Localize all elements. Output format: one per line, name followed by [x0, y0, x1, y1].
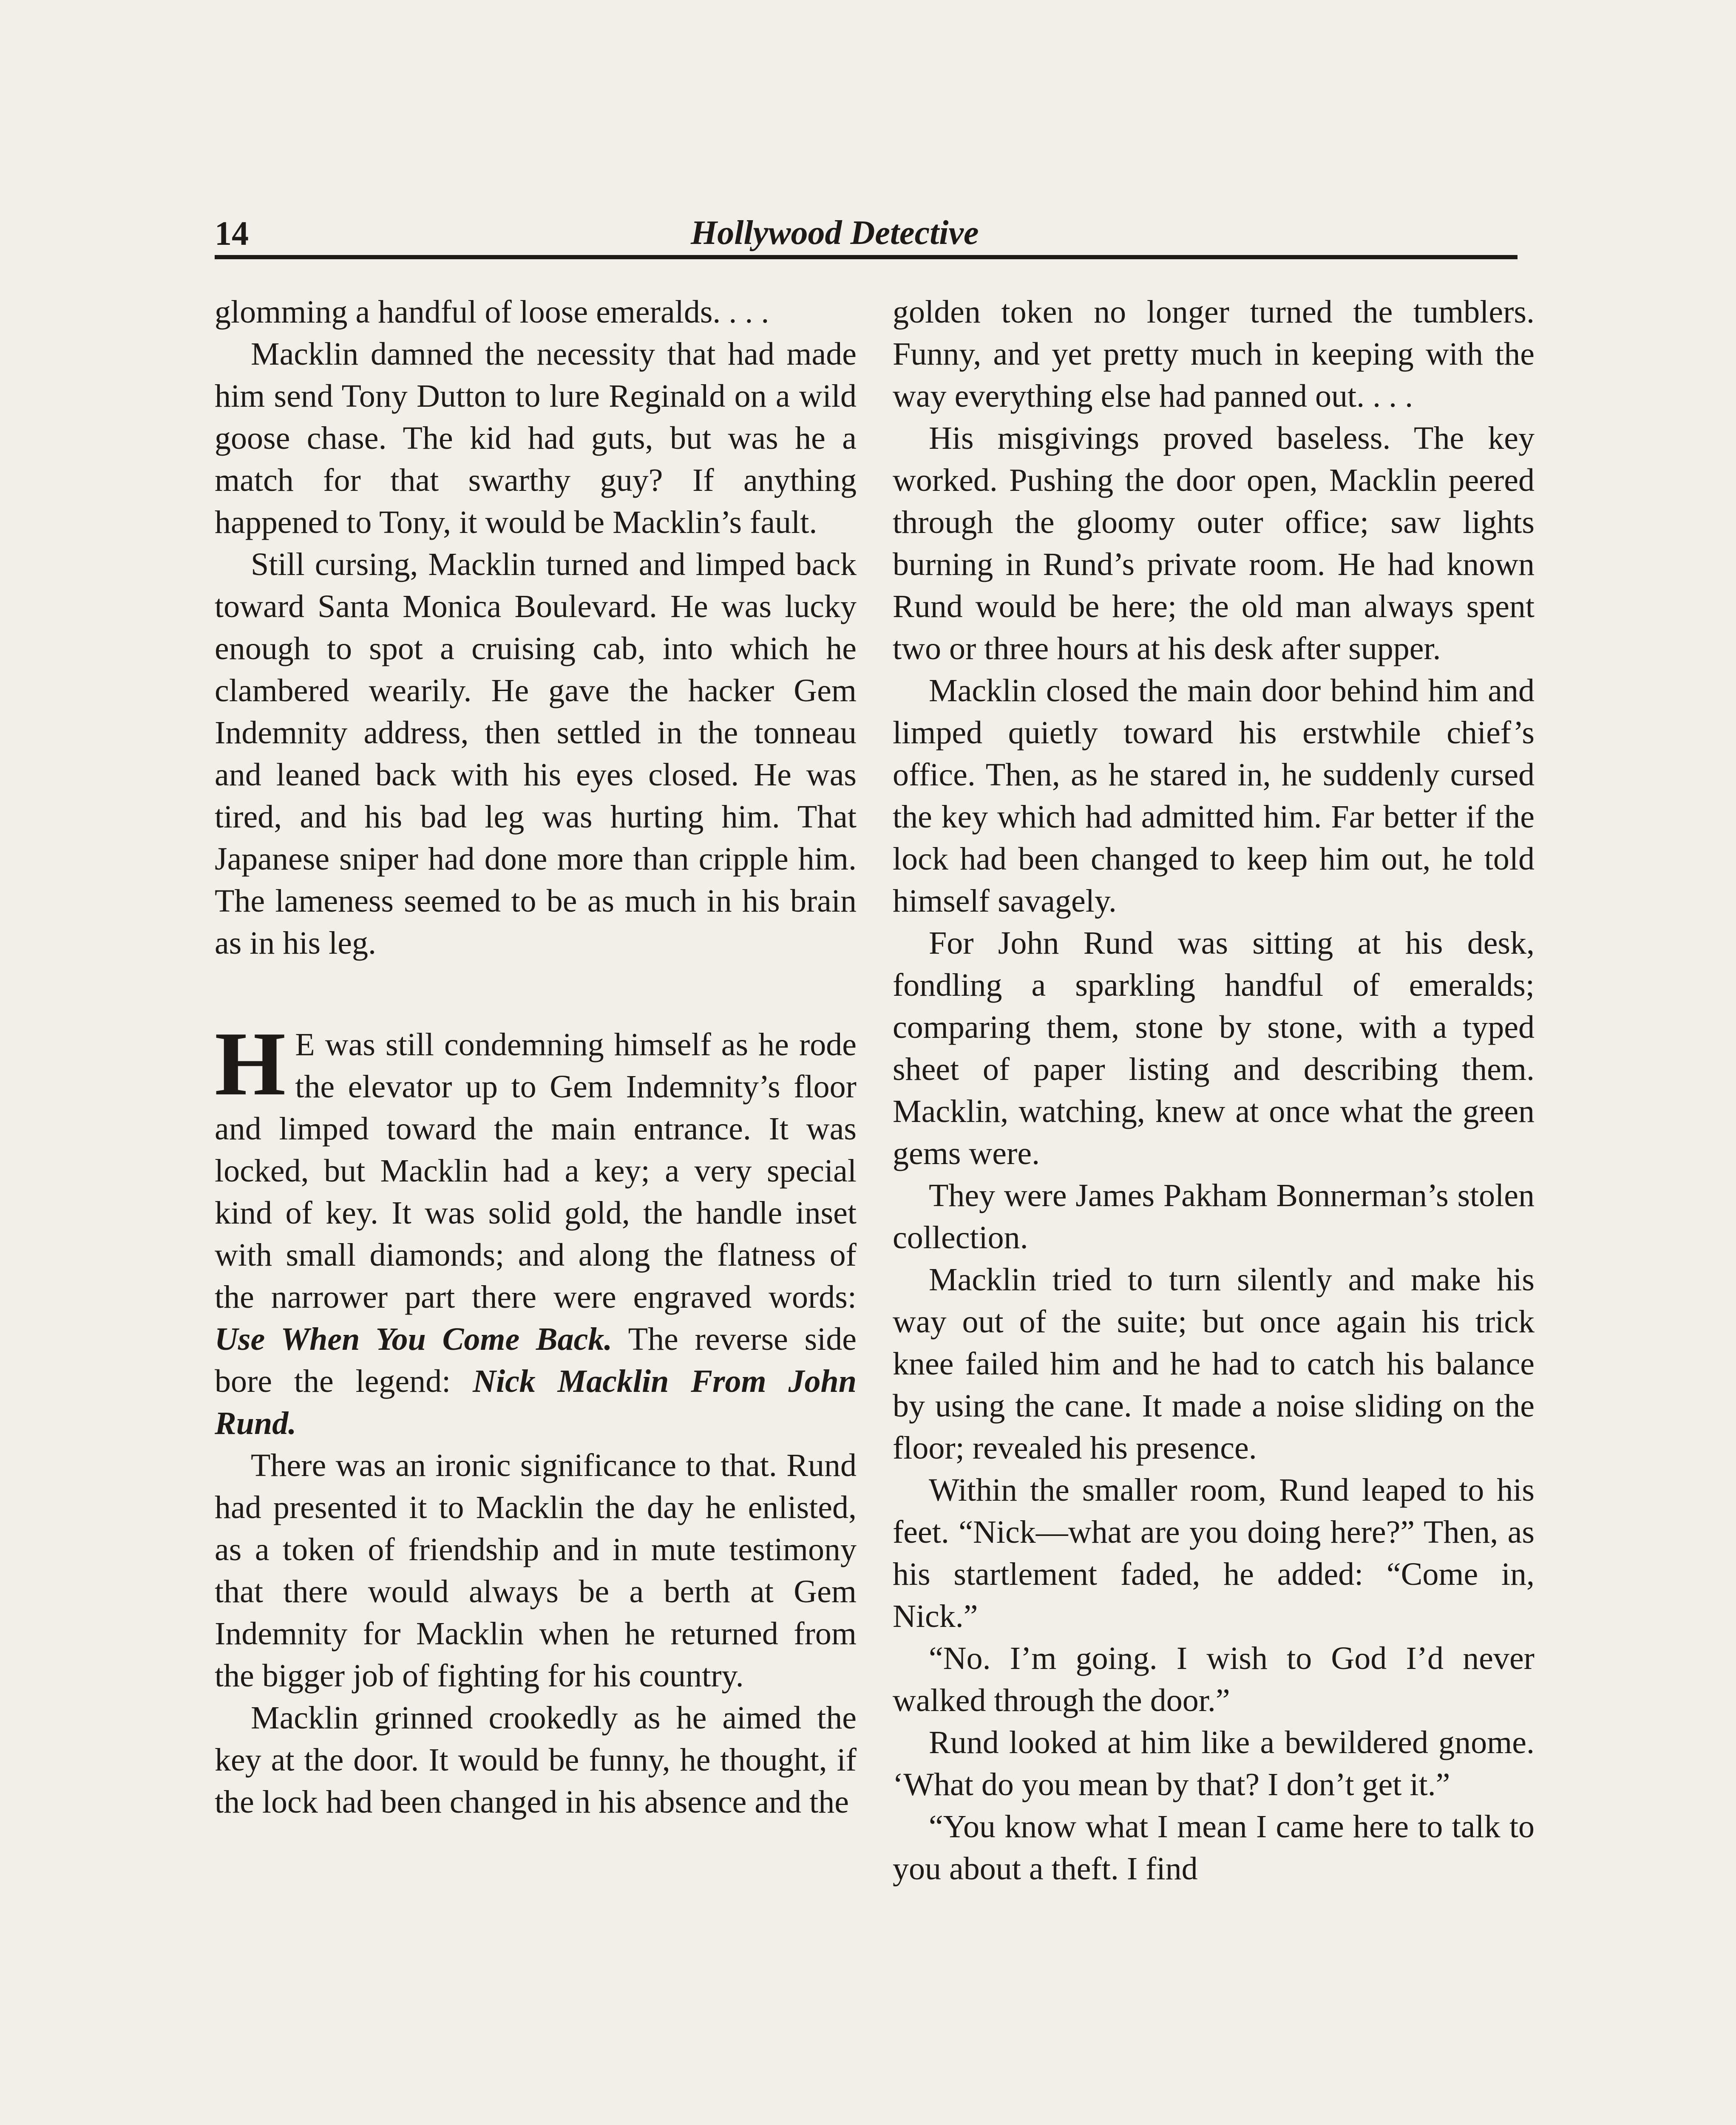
- paragraph: Macklin grinned crookedly as he aimed the key at the door. It would be funny, he thought, if the lock had been changed in his absence and the: [215, 1700, 857, 1820]
- paragraph: Macklin closed the main door behind him and limped quietly toward his erstwhile chief’s office. Then, as he stared in, he suddenly cursed the key which had admitted him. Far better if the lock had been changed to keep him out, he told himself savagely.: [893, 673, 1535, 919]
- paragraph: “No. I’m going. I wish to God I’d never walked through the door.”: [893, 1640, 1535, 1718]
- drop-cap: H: [215, 1013, 286, 1114]
- paragraph: For John Rund was sitting at his desk, fondling a sparkling handful of emeralds; comparing them, stone by stone, with a typed sheet of paper listing and describing them. Macklin, watching, knew at once what the green gems were.: [893, 925, 1535, 1171]
- paragraph-text: E was still condemning himself as he rode the elevator up to Gem Indemnity’s floor and limped toward the main entrance. It was locked, but Macklin had a key; a very special kind of key. It was solid gold, the handle inset with small diamonds; and along the flatness of the narrower part there were engraved words:: [215, 1027, 857, 1315]
- paragraph: Within the smaller room, Rund leaped to his feet. “Nick—what are you doing here?” Then, as his startlement faded, he added: “Come in, Nick.”: [893, 1472, 1535, 1634]
- running-title: Hollywood Detective: [691, 214, 979, 252]
- paragraph: glomming a handful of loose emeralds. . . .: [215, 294, 769, 330]
- paragraph-text: The reverse side bore the legend:: [215, 1321, 857, 1399]
- italic-inscription: Use When You Come Back.: [215, 1321, 613, 1357]
- paragraph: Rund looked at him like a bewildered gnome. ‘What do you mean by that? I don’t get it.”: [893, 1725, 1535, 1802]
- paragraph: There was an ironic significance to that. Rund had presented it to Macklin the day he enlisted, as a token of friendship and in mute testimony that there would always be a berth at Gem Indemnity for Macklin when he returned from the bigger job of fighting for his country.: [215, 1448, 857, 1694]
- italic-legend: Nick Macklin From John Rund.: [215, 1363, 857, 1441]
- paragraph: Still cursing, Macklin turned and limped back toward Santa Monica Boulevard. He was lucky enough to spot a cruising cab, into which he clambered wearily. He gave the hacker Gem Indemnity address, then settled in the tonneau and leaned back with his eyes closed. He was tired, and his bad leg was hurting him. That Japanese sniper had done more than cripple him. The lameness seemed to be as much in his brain as in his leg.: [215, 547, 857, 961]
- paragraph: His misgivings proved baseless. The key worked. Pushing the door open, Macklin peered through the gloomy outer office; saw lights burning in Rund’s private room. He had known Rund would be here; the old man always spent two or three hours at his desk after supper.: [893, 420, 1535, 666]
- page-number: 14: [215, 215, 249, 252]
- paragraph: Macklin damned the necessity that had made him send Tony Dutton to lure Reginald on a wild goose chase. The kid had guts, but was he a match for that swarthy guy? If anything happened to Tony, it would be Macklin’s fault.: [215, 336, 857, 540]
- paragraph: Macklin tried to turn silently and make his way out of the suite; but once again his trick knee failed him and he had to catch his balance by using the cane. It made a noise sliding on the floor; revealed his presence.: [893, 1262, 1535, 1466]
- section-start-paragraph: [215, 1013, 857, 1445]
- page-header: [215, 212, 1518, 259]
- paragraph: “You know what I mean I came here to talk to you about a theft. I find: [893, 1809, 1535, 1887]
- left-column: [215, 291, 857, 2125]
- paragraph: They were James Pakham Bonnerman’s stolen collection.: [893, 1178, 1535, 1255]
- paragraph: golden token no longer turned the tumblers. Funny, and yet pretty much in keeping with the way everything else had panned out. . . .: [893, 294, 1535, 414]
- header-rule: [215, 255, 1518, 259]
- right-column: [893, 291, 1535, 2125]
